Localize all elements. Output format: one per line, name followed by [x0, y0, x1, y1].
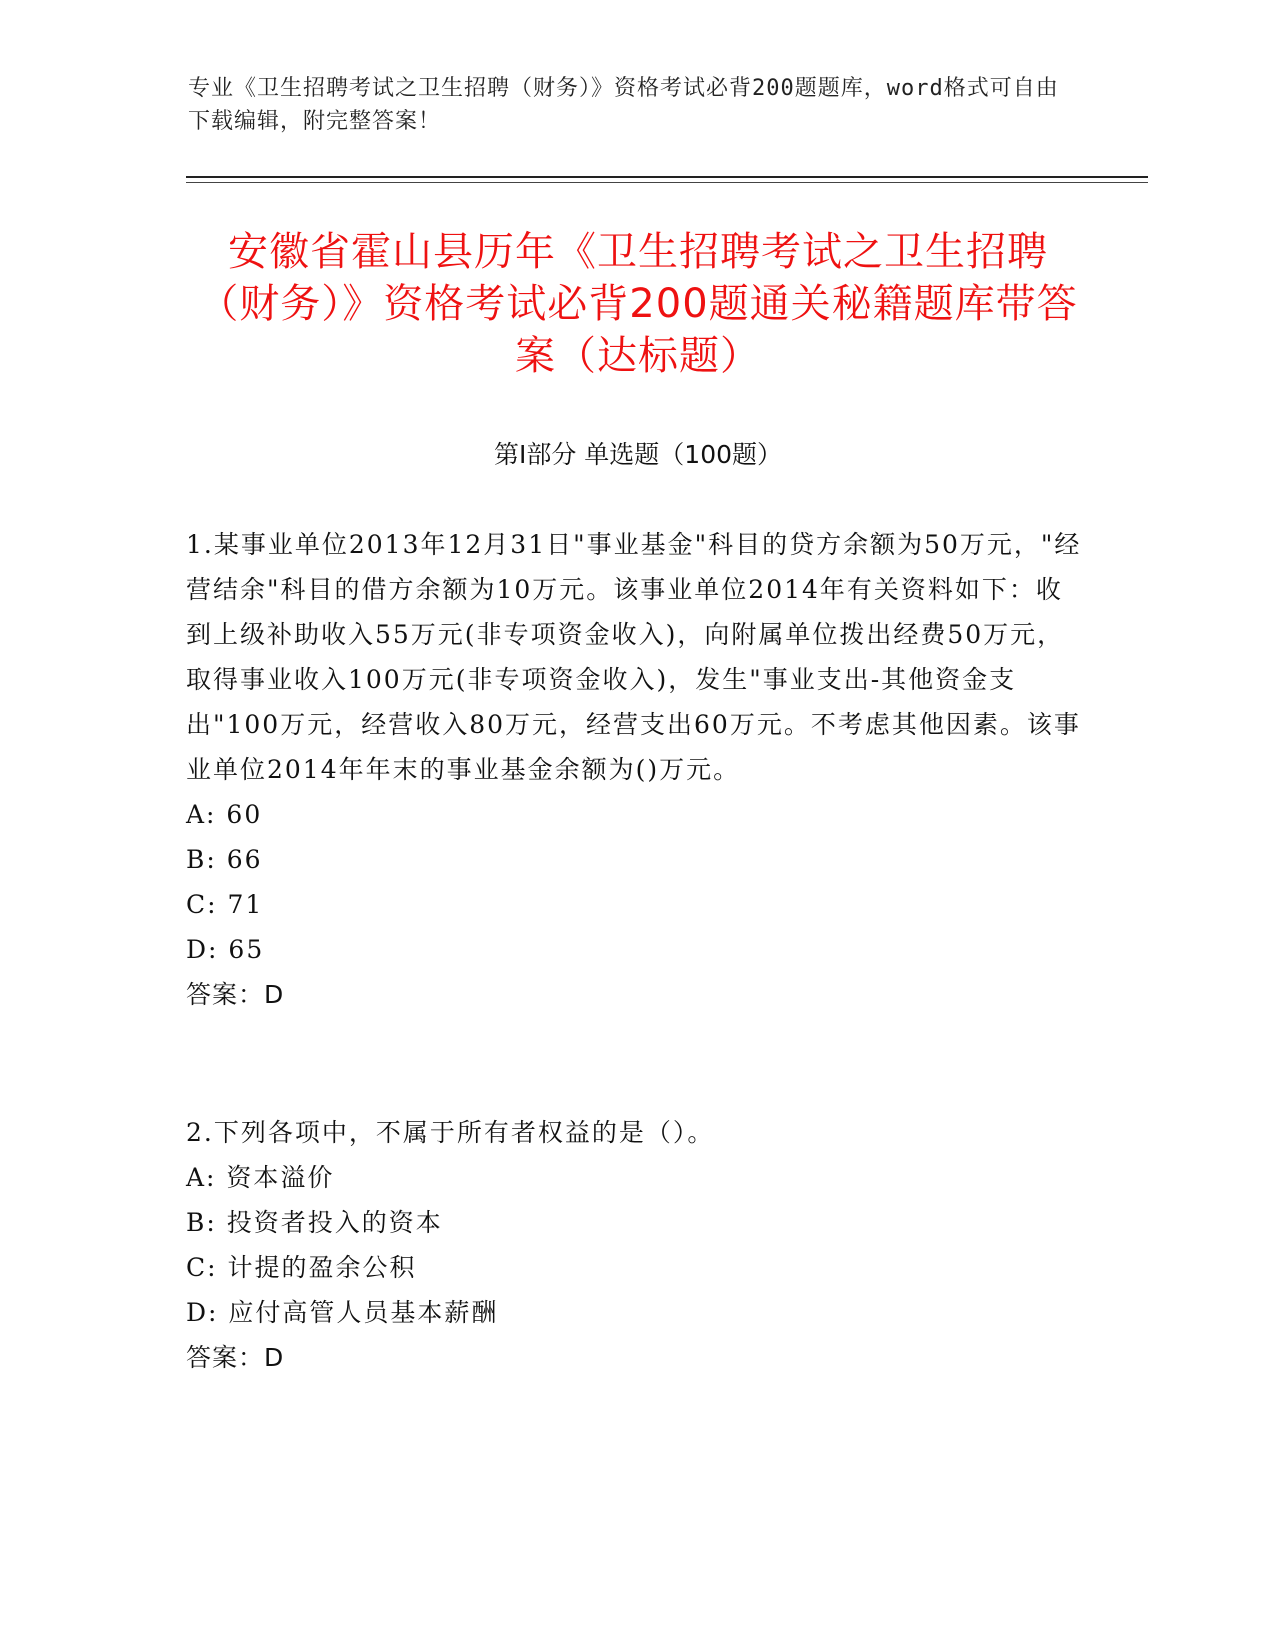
- option-a: A: 60: [186, 800, 263, 829]
- option-b: B: 投资者投入的资本: [186, 1208, 443, 1237]
- header-divider-thin: [186, 182, 1148, 183]
- section-title: 第I部分 单选题（100题）: [493, 440, 783, 469]
- question-stem: 2.下列各项中，不属于所有者权益的是（）。: [186, 1118, 715, 1147]
- question-answer: 答案：D: [186, 980, 285, 1009]
- option-d: D: 应付高管人员基本薪酬: [186, 1298, 499, 1327]
- option-a: A: 资本溢价: [186, 1163, 335, 1192]
- option-d: D: 65: [186, 935, 265, 964]
- question-2: [186, 1110, 1086, 1380]
- header-note: 专业《卫生招聘考试之卫生招聘（财务）》资格考试必背200题题库，word格式可自由下载编辑，附完整答案！: [188, 76, 1059, 134]
- question-stem: 1.某事业单位2013年12月31日"事业基金"科目的贷方余额为50万元，"经营结余"科目的借方余额为10万元。该事业单位2014年有关资料如下：收到上级补助收入55万元(非专项资金收入)，向附属单位拨出经费50万元，取得事业收入100万元(非专项资金收入)，发生"事业支出-其他资金支出"100万元，经营收入80万元，经营支出60万元。不考虑其他因素。该事业单位2014年年末的事业基金余额为()万元。: [186, 530, 1082, 784]
- question-answer: 答案：D: [186, 1343, 285, 1372]
- option-c: C: 71: [186, 890, 264, 919]
- option-b: B: 66: [186, 845, 263, 874]
- option-c: C: 计提的盈余公积: [186, 1253, 417, 1282]
- header-divider: [186, 176, 1148, 178]
- question-1: [186, 522, 1086, 1017]
- document-title: 安徽省霍山县历年《卫生招聘考试之卫生招聘（财务）》资格考试必背200题通关秘籍题库带答案（达标题）: [198, 229, 1078, 379]
